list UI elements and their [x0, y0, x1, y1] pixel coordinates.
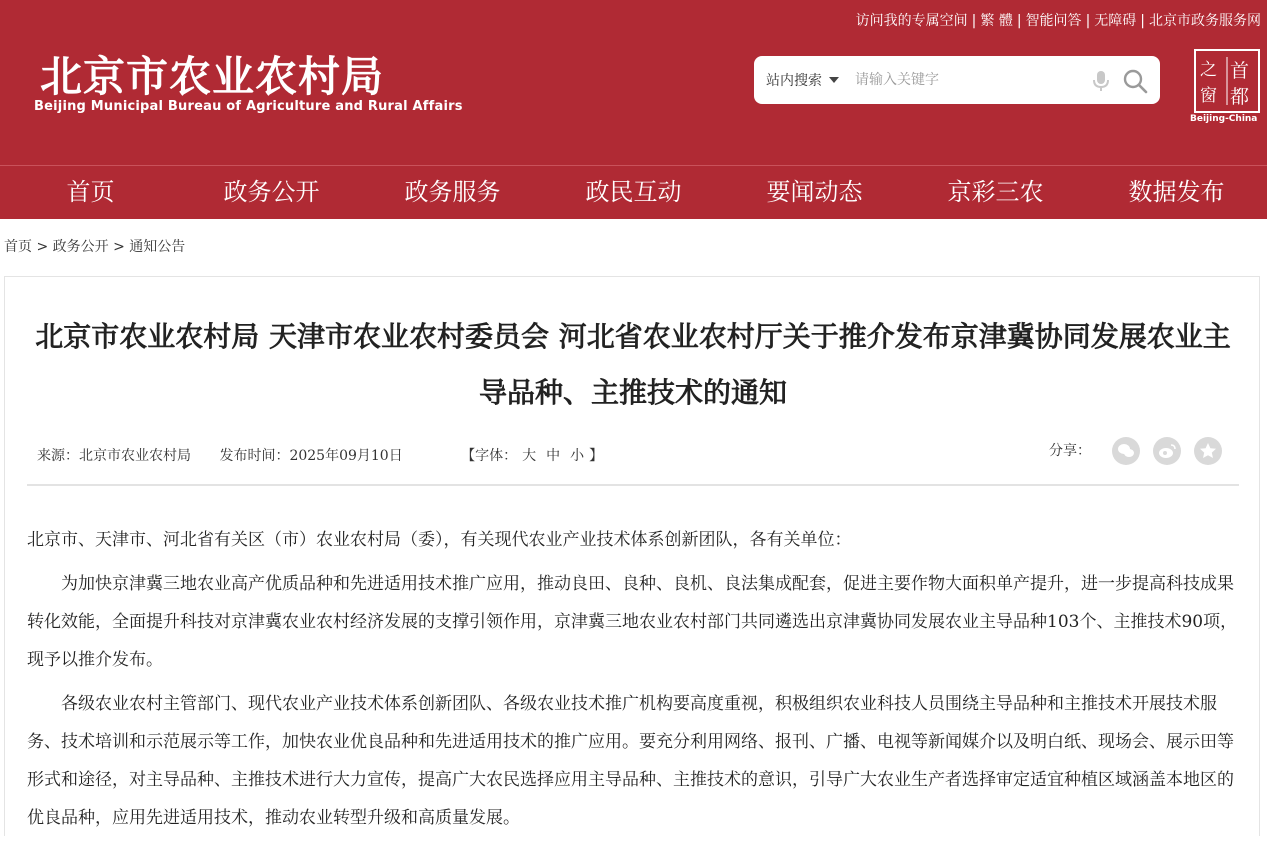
- weibo-icon[interactable]: [1153, 437, 1181, 465]
- favorite-star-icon[interactable]: [1194, 437, 1222, 465]
- wechat-icon[interactable]: [1112, 437, 1140, 465]
- emblem-char-3: 窗: [1200, 86, 1217, 106]
- nav-data-release[interactable]: 数据发布: [1128, 178, 1225, 206]
- nav-interaction[interactable]: 政民互动: [585, 178, 682, 206]
- emblem-char-1: 之: [1200, 60, 1217, 80]
- font-size-small[interactable]: 小: [570, 448, 585, 464]
- article-salutation: 北京市、天津市、河北省有关区（市）农业农村局（委），有关现代农业产业技术体系创新团队，各有关单位：: [27, 530, 852, 550]
- link-my-space[interactable]: 访问我的专属空间: [855, 13, 968, 29]
- breadcrumb-home[interactable]: 首页: [4, 239, 32, 255]
- emblem-caption: Beijing-China: [1190, 114, 1258, 124]
- article-meta: [37, 445, 627, 465]
- link-smart-qa[interactable]: 智能问答: [1025, 13, 1082, 29]
- link-accessibility[interactable]: 无障碍: [1094, 13, 1137, 29]
- article-paragraph-1: 为加快京津冀三地农业高产优质品种和先进适用技术推广应用，推动良田、良种、良机、良法集成配套，促进主要作物大面积单产提升，进一步提高科技成果转化效能，全面提升科技对京津冀农业农村经济发展的支撑引领作用，京津冀三地农业农村部门共同遴选出京津冀协同发展农业主导品种103个、主推技术90项，现予以推介发布。: [27, 574, 1238, 670]
- share-label: 分享：: [1049, 443, 1091, 459]
- search-box: [754, 56, 1160, 104]
- title-divider: [27, 484, 1239, 486]
- breadcrumb: 首页 > 政务公开 > 通知公告: [4, 239, 186, 255]
- wechat-glyph: [1112, 437, 1140, 465]
- star-glyph: [1194, 437, 1222, 465]
- nav-home[interactable]: 首页: [66, 178, 115, 206]
- search-scope-select[interactable]: [766, 70, 839, 90]
- search-icon[interactable]: [1122, 68, 1148, 94]
- emblem-char-2: 首: [1230, 60, 1250, 82]
- capital-window-emblem[interactable]: [1194, 49, 1260, 113]
- site-logo-en: Beijing Municipal Bureau of Agriculture and Rural Affairs: [34, 99, 463, 114]
- article-body: [27, 521, 1239, 843]
- article-panel: [4, 276, 1260, 836]
- article-title: 北京市农业农村局 天津市农业农村委员会 河北省农业农村厅关于推介发布京津冀协同发展农业主导品种、主推技术的通知: [35, 320, 1231, 409]
- font-size-large[interactable]: 大: [522, 448, 537, 464]
- microphone-icon[interactable]: [1090, 69, 1112, 93]
- font-size-close: 】: [589, 448, 604, 464]
- search-input[interactable]: [853, 71, 1077, 89]
- top-links: 访问我的专属空间 | 繁 體 | 智能问答 | 无障碍 | 北京市政务服务网: [855, 13, 1261, 29]
- nav-gov-affairs[interactable]: 政务公开: [223, 178, 320, 206]
- site-header: [0, 0, 1267, 165]
- search-scope-label: 站内搜索: [766, 73, 822, 89]
- link-gov-service[interactable]: 北京市政务服务网: [1149, 13, 1261, 29]
- nav-news[interactable]: 要闻动态: [766, 178, 863, 206]
- nav-gov-services[interactable]: 政务服务: [404, 178, 501, 206]
- main-nav: [0, 165, 1267, 219]
- font-size-medium[interactable]: 中: [546, 448, 561, 464]
- breadcrumb-gov-affairs[interactable]: 政务公开: [52, 239, 109, 255]
- article-source: 来源：北京市农业农村局: [37, 448, 191, 464]
- article-date: 发布时间：2025年09月10日: [219, 448, 403, 464]
- breadcrumb-notices[interactable]: 通知公告: [129, 239, 186, 255]
- chevron-down-icon: [829, 77, 839, 83]
- emblem-char-4: 都: [1230, 86, 1250, 108]
- emblem-mark: [1196, 51, 1258, 111]
- article-paragraph-2: 各级农业农村主管部门、现代农业产业技术体系创新团队、各级农业技术推广机构要高度重视，积极组织农业科技人员围绕主导品种和主推技术开展技术服务、技术培训和示范展示等工作，加快农业优良品种和先进适用技术的推广应用。要充分利用网络、报刊、广播、电视等新闻媒介以及明白纸、现场会、展示田等形式和途径，对主导品种、主推技术进行大力宣传，提高广大农民选择应用主导品种、主推技术的意识，引导广大农业生产者选择审定适宜种植区域涵盖本地区的优良品种，应用先进适用技术，推动农业转型升级和高质量发展。: [27, 694, 1234, 828]
- font-size-switcher: [461, 448, 603, 464]
- font-size-label: 【字体：: [461, 448, 518, 464]
- nav-agriculture[interactable]: 京彩三农: [947, 178, 1044, 206]
- weibo-glyph: [1153, 437, 1181, 465]
- link-traditional-chinese[interactable]: 繁 體: [980, 13, 1013, 29]
- site-logo-cn[interactable]: 北京市农业农村局: [40, 52, 385, 101]
